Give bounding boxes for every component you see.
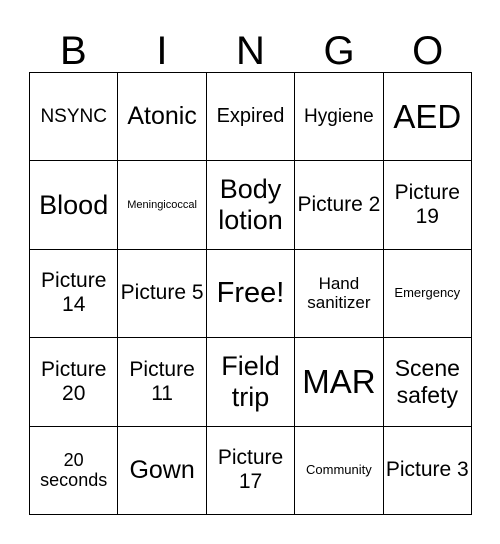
- bingo-cell[interactable]: [118, 161, 206, 249]
- bingo-cell-label: Scene safety: [394, 355, 460, 408]
- header-letter-o: O: [412, 29, 444, 73]
- bingo-cell[interactable]: [207, 73, 295, 161]
- bingo-cell[interactable]: [295, 73, 383, 161]
- bingo-cell[interactable]: [207, 161, 295, 249]
- bingo-cell-label: Community: [306, 461, 372, 477]
- bingo-cell-label: Blood: [39, 189, 109, 220]
- bingo-cell[interactable]: [207, 250, 295, 338]
- bingo-cell-label: Picture 5: [120, 281, 204, 305]
- bingo-cell[interactable]: [384, 250, 472, 338]
- bingo-cell[interactable]: [295, 427, 383, 515]
- bingo-cell[interactable]: [295, 161, 383, 249]
- bingo-cell[interactable]: [118, 250, 206, 338]
- header-letter-n: N: [236, 29, 265, 73]
- bingo-cell-label: Meningicoccal: [127, 198, 197, 211]
- bingo-cell[interactable]: [118, 427, 206, 515]
- bingo-cell[interactable]: [207, 338, 295, 426]
- bingo-cell[interactable]: [295, 250, 383, 338]
- bingo-cell-label: Picture 17: [217, 446, 284, 494]
- bingo-cell-label: Emergency: [394, 285, 461, 301]
- bingo-cell-label: Expired: [216, 105, 285, 128]
- bingo-cell-label: Picture 14: [41, 269, 107, 317]
- header-letter-g: G: [323, 29, 355, 73]
- bingo-cell-label: Atonic: [127, 102, 197, 131]
- bingo-cell-label: MAR: [302, 362, 376, 400]
- bingo-cell[interactable]: [30, 73, 118, 161]
- bingo-cell-label: Hand sanitizer: [307, 273, 371, 313]
- bingo-cell-label: AED: [393, 97, 462, 135]
- bingo-cell[interactable]: [118, 73, 206, 161]
- bingo-cell-label: Free!: [216, 276, 285, 309]
- bingo-cell-label: Picture 11: [129, 357, 195, 405]
- bingo-header: [29, 28, 472, 74]
- header-letter-b: B: [59, 29, 87, 73]
- header-letter-i: I: [156, 29, 168, 73]
- bingo-cell[interactable]: [384, 338, 472, 426]
- bingo-cell[interactable]: [295, 338, 383, 426]
- bingo-cell-label: NSYNC: [40, 105, 107, 127]
- bingo-cell-label: 20 seconds: [40, 449, 108, 491]
- bingo-cell[interactable]: [30, 161, 118, 249]
- bingo-cell-label: Field trip: [221, 350, 280, 412]
- bingo-cell[interactable]: [30, 427, 118, 515]
- bingo-cell[interactable]: [30, 250, 118, 338]
- bingo-cell-label: Gown: [129, 455, 195, 484]
- bingo-cell-label: Body lotion: [218, 174, 283, 236]
- bingo-cell[interactable]: [30, 338, 118, 426]
- bingo-cell[interactable]: [207, 427, 295, 515]
- bingo-cell[interactable]: [384, 73, 472, 161]
- bingo-cell-label: Hygiene: [304, 105, 374, 127]
- bingo-cell-label: Picture 19: [394, 180, 460, 229]
- bingo-cell[interactable]: [384, 427, 472, 515]
- bingo-cell-label: Picture 3: [385, 458, 469, 482]
- bingo-cell-label: Picture 20: [41, 357, 107, 405]
- bingo-cell[interactable]: [384, 161, 472, 249]
- bingo-cell-label: Picture 2: [297, 193, 381, 217]
- bingo-cell[interactable]: [118, 338, 206, 426]
- bingo-card-grid: [29, 72, 472, 515]
